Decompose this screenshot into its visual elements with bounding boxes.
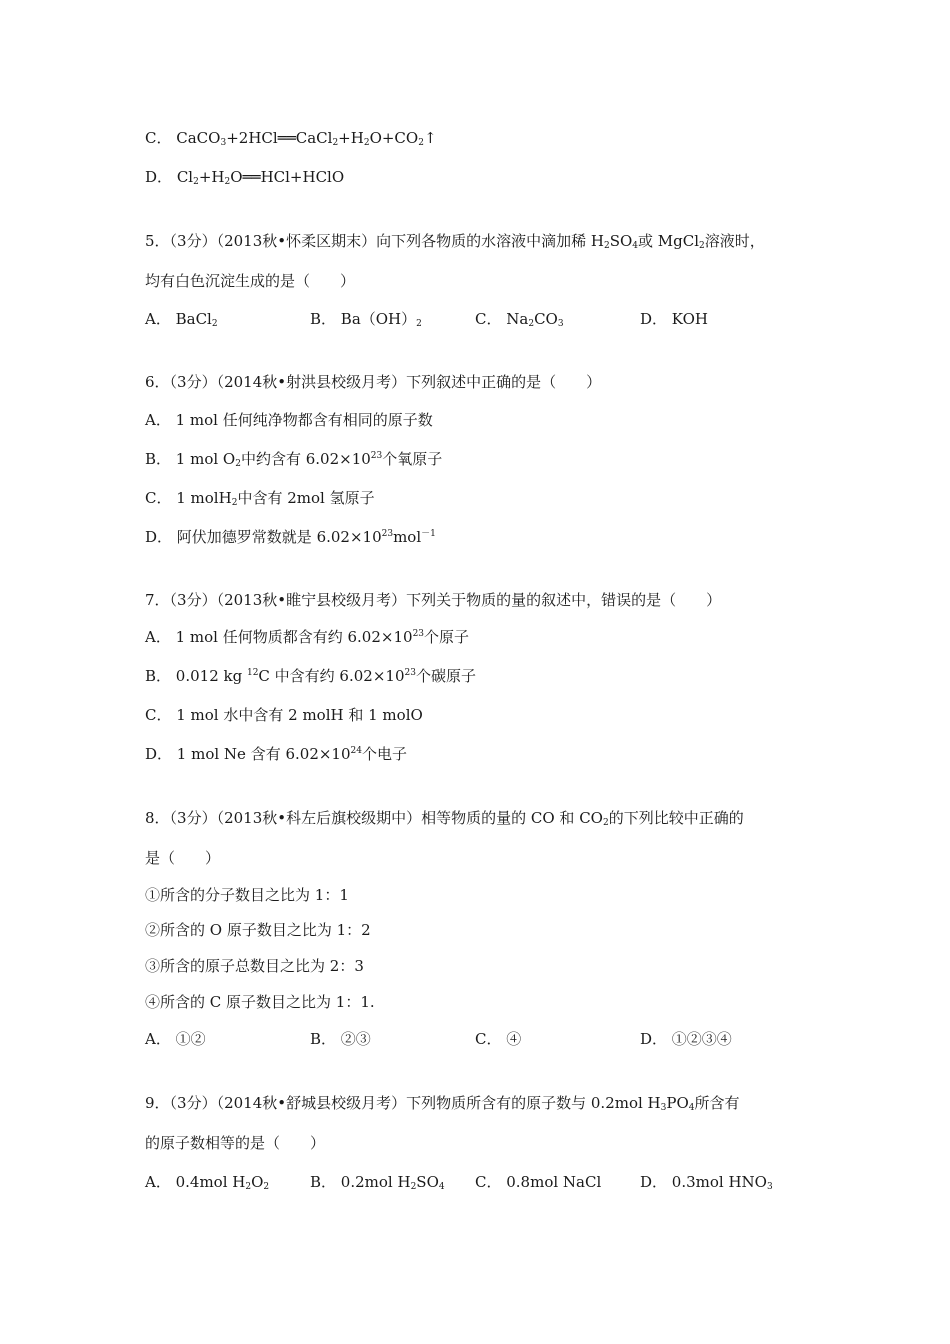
q5-option-c: C． $Na_2CO_3$ bbox=[475, 310, 564, 329]
q8-statement-2: ②所含的 O 原子数目之比为 1：2 bbox=[145, 921, 371, 939]
q5-option-b: B． $Ba(OH)_2$ bbox=[310, 310, 422, 329]
q8-option-d: D． ①②③④ bbox=[640, 1030, 732, 1048]
q9-stem-line2: 的原子数相等的是（ ） bbox=[145, 1134, 326, 1152]
q8-statement-4: ④所含的 C 原子数目之比为 1：1. bbox=[145, 993, 375, 1011]
q6-stem: 6．（3分）（2014秋•射洪县校级月考）下列叙述中正确的是（ ） bbox=[145, 373, 602, 391]
q5-option-a: A． BaCl$_2$ bbox=[145, 310, 218, 329]
q9-option-c: C． 0.8mol NaCl bbox=[475, 1173, 602, 1191]
q9-option-d: D． 0.3mol $HNO_3$ bbox=[640, 1173, 773, 1192]
q8-option-b: B． ②③ bbox=[310, 1030, 371, 1048]
q5-stem-line1: 5．（3分）（2013秋•怀柔区期末）向下列各物质的水溶液中滴加稀 $H_2SO_4$或 MgCl$_2$溶液时， bbox=[145, 232, 765, 251]
q8-statement-1: ①所含的分子数目之比为 1：1 bbox=[145, 886, 349, 904]
q7-option-c: C． 1 mol 水中含有 2 molH 和 1 molO bbox=[145, 706, 423, 724]
q7-stem: 7．（3分）（2013秋•睢宁县校级月考）下列关于物质的量的叙述中，错误的是（ ） bbox=[145, 591, 722, 609]
q8-option-c: C． ④ bbox=[475, 1030, 522, 1048]
q7-option-b: B． 0.012 kg $^{12}$C 中含有约 $6.02\times 10^{23}$个碳原子 bbox=[145, 667, 476, 685]
q8-option-a: A． ①② bbox=[145, 1030, 206, 1048]
q8-stem-line2: 是（ ） bbox=[145, 849, 221, 867]
q6-option-d: D． 阿伏加德罗常数就是 $6.02\times 10^{23}mol^{-1}$ bbox=[145, 528, 436, 546]
q9-option-a: A． 0.4mol $H_2O_2$ bbox=[145, 1173, 270, 1192]
q4-option-c: C． $CaCO_3+2HCl══CaCl_2+H_2O+CO_2↑$ bbox=[145, 129, 437, 148]
q6-option-a: A． 1 mol 任何纯净物都含有相同的原子数 bbox=[145, 411, 433, 429]
q7-option-a: A． 1 mol 任何物质都含有约 $6.02\times 10^{23}$个原子 bbox=[145, 628, 470, 646]
q5-option-d: D． KOH bbox=[640, 310, 708, 328]
q6-option-c: C． 1 molH$_2$中含有 2mol 氢原子 bbox=[145, 489, 375, 508]
q6-option-b: B． 1 mol $O_2$中约含有 $6.02\times 10^{23}$个氧原子 bbox=[145, 450, 443, 469]
q7-option-d: D． 1 mol Ne 含有 $6.02\times 10^{24}$个电子 bbox=[145, 745, 407, 763]
q8-stem-line1: 8．（3分）（2013秋•科左后旗校级期中）相等物质的量的 CO 和 $CO_2$的下列比较中正确的 bbox=[145, 809, 744, 828]
q8-statement-3: ③所含的原子总数目之比为 2：3 bbox=[145, 957, 364, 975]
q9-stem-line1: 9．（3分）（2014秋•舒城县校级月考）下列物质所含有的原子数与 0.2mol $H_3PO_4$所含有 bbox=[145, 1094, 740, 1113]
q9-option-b: B． 0.2mol $H_2SO_4$ bbox=[310, 1173, 445, 1192]
q5-stem-line2: 均有白色沉淀生成的是（ ） bbox=[145, 272, 356, 290]
q4-option-d: D． $Cl_2+H_2O══HCl+HClO$ bbox=[145, 168, 345, 187]
